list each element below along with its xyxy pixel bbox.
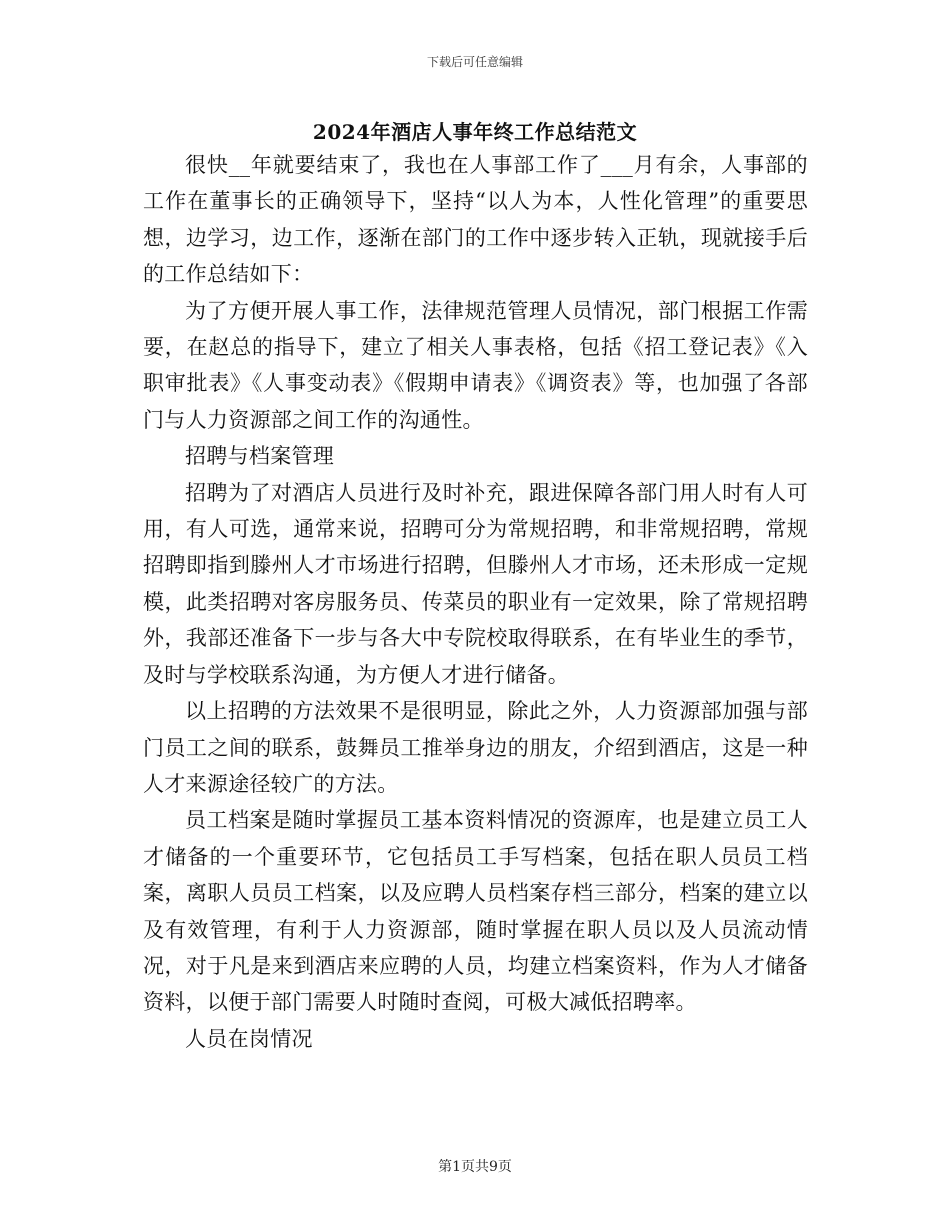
paragraph-referral: 以上招聘的方法效果不是很明显，除此之外，人力资源部加强与部门员工之间的联系，鼓舞员工推举身边的朋友，介绍到酒店，这是一种人才来源途径较广的方法。 xyxy=(143,699,808,796)
header-note: 下载后可任意编辑 xyxy=(426,55,523,69)
document-body xyxy=(143,147,808,1057)
section-heading-staffing: 人员在岗情况 xyxy=(185,1026,313,1051)
paragraph-forms: 为了方便开展人事工作，法律规范管理人员情况，部门根据工作需要，在赵总的指导下，建立了相关人事表格，包括《招工登记表》《入职审批表》《人事变动表》《假期申请表》《调资表》等，也加强了各部门与人力资源部之间工作的沟通性。 xyxy=(143,298,808,432)
paragraph-intro: 很快__年就要结束了，我也在人事部工作了___月有余，人事部的工作在董事长的正确领导下，坚持“以人为本，人性化管理”的重要思想，边学习，边工作，逐渐在部门的工作中逐步转入正轨，现就接手后的工作总结如下： xyxy=(143,153,808,287)
paragraph-recruitment: 招聘为了对酒店人员进行及时补充，跟进保障各部门用人时有人可用，有人可选，通常来说，招聘可分为常规招聘，和非常规招聘，常规招聘即指到滕州人才市场进行招聘，但滕州人才市场，还未形成一定规模，此类招聘对客房服务员、传菜员的职业有一定效果，除了常规招聘外，我部还准备下一步与各大中专院校取得联系，在有毕业生的季节，及时与学校联系沟通，为方便人才进行储备。 xyxy=(143,480,808,687)
document-title: 2024年酒店人事年终工作总结范文 xyxy=(312,120,638,144)
section-heading-recruitment: 招聘与档案管理 xyxy=(185,444,335,469)
paragraph-archives: 员工档案是随时掌握员工基本资料情况的资源库，也是建立员工人才储备的一个重要环节，它包括员工手写档案，包括在职人员员工档案，离职人员员工档案，以及应聘人员档案存档三部分，档案的建立以及有效管理，有利于人力资源部，随时掌握在职人员以及人员流动情况，对于凡是来到酒店来应聘的人员，均建立档案资料，作为人才储备资料，以便于部门需要人时随时查阅，可极大减低招聘率。 xyxy=(143,808,808,1015)
page-indicator: 第1页共9页 xyxy=(438,1159,512,1175)
